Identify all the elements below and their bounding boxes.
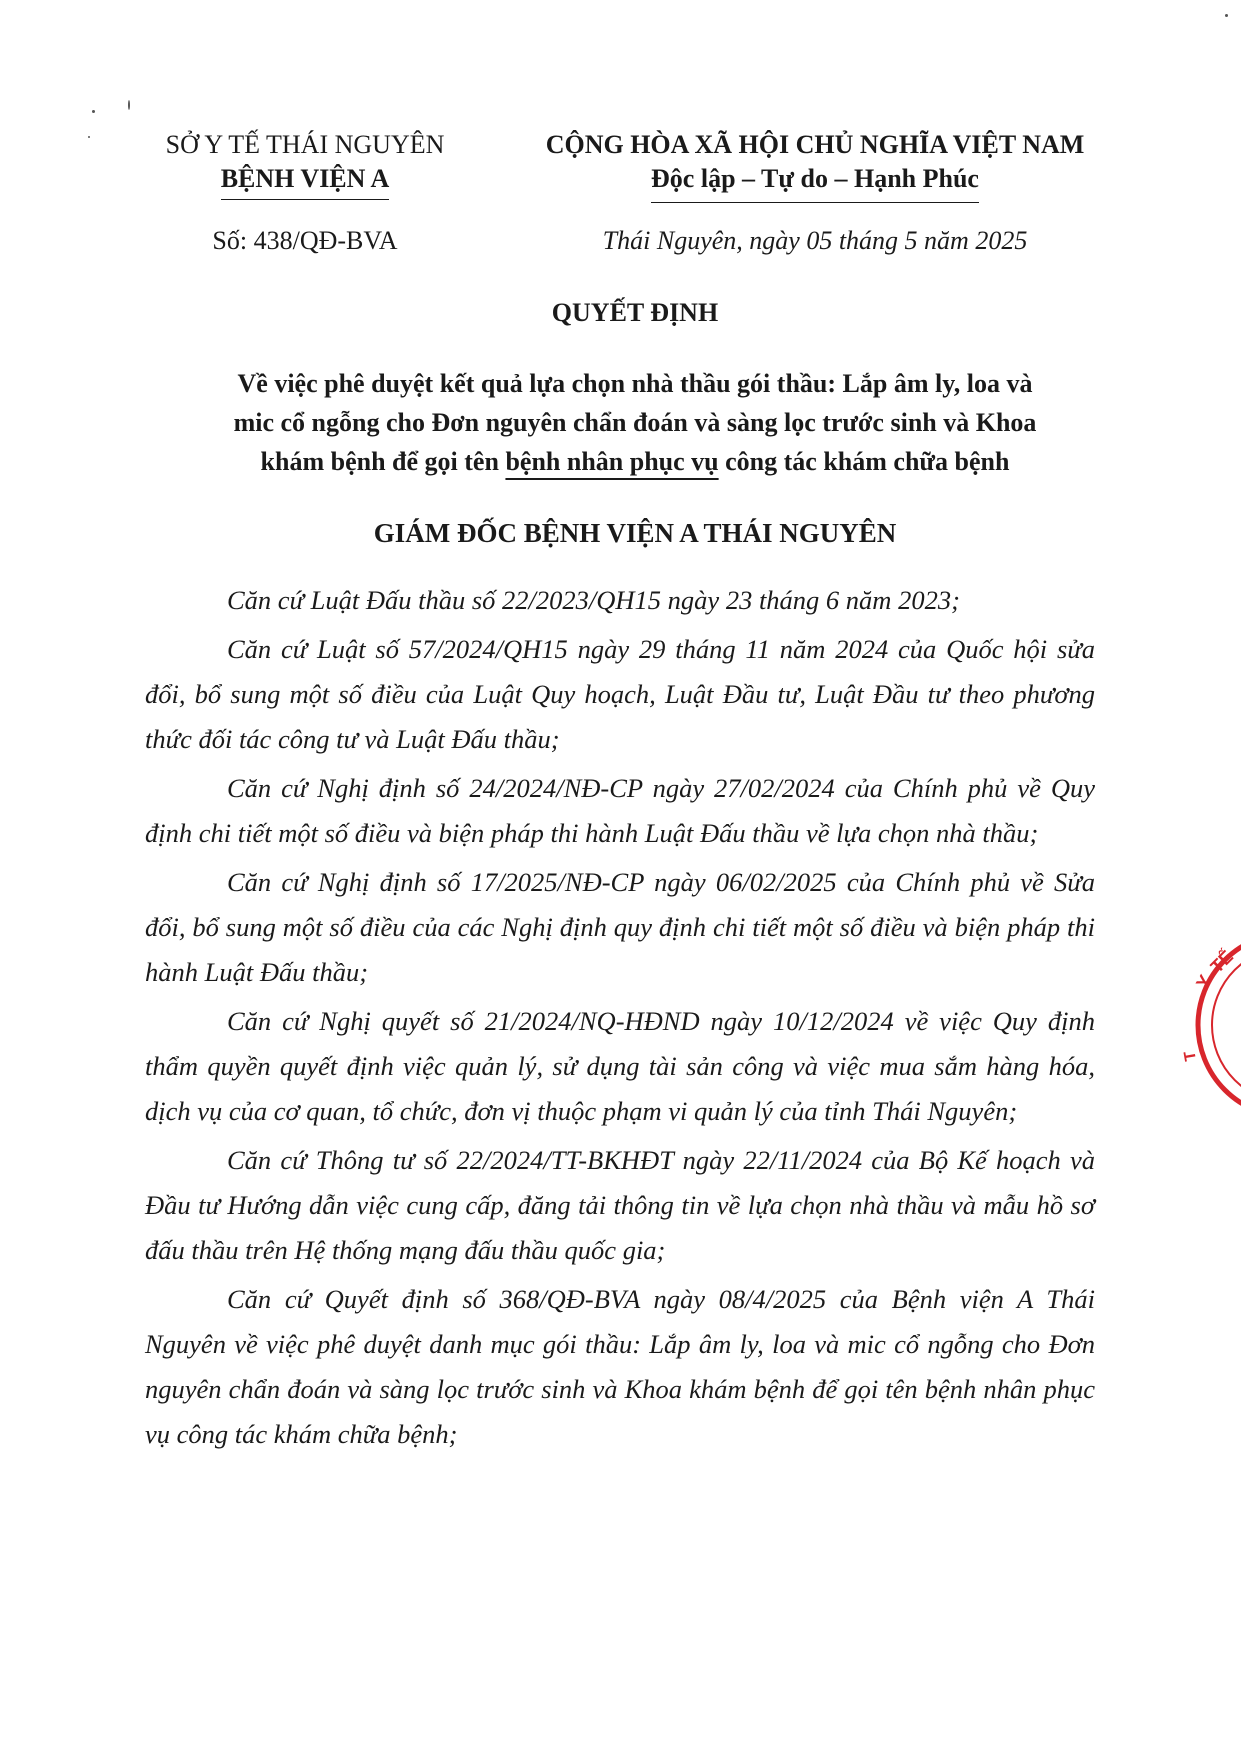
legal-basis-paragraph: Căn cứ Luật Đấu thầu số 22/2023/QH15 ngày 23 tháng 6 năm 2023; [227,585,960,615]
issuer-block [150,128,460,200]
national-motto: Độc lập – Tự do – Hạnh Phúc [651,162,979,203]
national-header [510,128,1120,203]
scan-speck [88,136,90,138]
subject-underlined-text: bệnh nhân phục vụ [505,447,719,476]
authority-heading: GIÁM ĐỐC BỆNH VIỆN A THÁI NGUYÊN [373,518,897,548]
document-title: QUYẾT ĐỊNH [551,298,719,327]
svg-text:T: T [1181,1049,1200,1063]
legal-basis [145,578,1095,1461]
red-seal-stamp [1180,930,1241,1120]
scan-speck [92,110,95,113]
subject-line: mic cổ ngỗng cho Đơn nguyên chẩn đoán và sàng lọc trước sinh và Khoa [233,408,1037,437]
legal-basis-paragraph: Căn cứ Quyết định số 368/QĐ-BVA ngày 08/4/2025 của Bệnh viện A Thái Nguyên về việc phê duyệt danh mục gói thầu: Lắp âm ly, loa và mic cổ ngỗng cho Đơn nguyên chẩn đoán và sàng lọc trước sinh và Khoa khám bệnh để gọi tên bệnh nhân phục vụ công tác khám chữa bệnh; [145,1284,1095,1449]
legal-basis-paragraph: Căn cứ Thông tư số 22/2024/TT-BKHĐT ngày 22/11/2024 của Bộ Kế hoạch và Đầu tư Hướng dẫn việc cung cấp, đăng tải thông tin về lựa chọn nhà thầu và mẫu hồ sơ đấu thầu trên Hệ thống mạng đấu thầu quốc gia; [145,1145,1095,1265]
legal-basis-paragraph: Căn cứ Nghị định số 24/2024/NĐ-CP ngày 27/02/2024 của Chính phủ về Quy định chi tiết một số điều và biện pháp thi hành Luật Đấu thầu về lựa chọn nhà thầu; [145,773,1095,848]
scan-speck [128,100,130,110]
scan-speck [1225,14,1228,17]
svg-text:TẾ: TẾ [1206,946,1238,977]
svg-text:Y: Y [1192,971,1216,992]
subject-line: Về việc phê duyệt kết quả lựa chọn nhà thầu gói thầu: Lắp âm ly, loa và [237,369,1033,398]
legal-basis-paragraph: Căn cứ Nghị quyết số 21/2024/NQ-HĐND ngày 10/12/2024 về việc Quy định thẩm quyền quyết định việc quản lý, sử dụng tài sản công và việc mua sắm hàng hóa, dịch vụ của cơ quan, tổ chức, đơn vị thuộc phạm vi quản lý của tỉnh Thái Nguyên; [145,1006,1095,1126]
subject-line: khám bệnh để gọi tên bệnh nhân phục vụ công tác khám chữa bệnh [260,447,1010,476]
document-subject [160,364,1110,481]
document-number: Số: 438/QĐ-BVA [212,226,398,255]
legal-basis-paragraph: Căn cứ Nghị định số 17/2025/NĐ-CP ngày 06/02/2025 của Chính phủ về Sửa đổi, bổ sung một số điều của các Nghị định quy định chi tiết một số điều và biện pháp thi hành Luật Đấu thầu; [145,867,1095,987]
organization-name: BỆNH VIỆN A [221,162,390,200]
country-name: CỘNG HÒA XÃ HỘI CHỦ NGHĨA VIỆT NAM [545,130,1085,159]
issue-date: Thái Nguyên, ngày 05 tháng 5 năm 2025 [602,226,1028,255]
legal-basis-paragraph: Căn cứ Luật số 57/2024/QH15 ngày 29 tháng 11 năm 2024 của Quốc hội sửa đổi, bổ sung một số điều của Luật Quy hoạch, Luật Đầu tư, Luật Đầu tư theo phương thức đối tác công tư và Luật Đấu thầu; [145,634,1095,754]
agency-name: SỞ Y TẾ THÁI NGUYÊN [165,130,445,159]
